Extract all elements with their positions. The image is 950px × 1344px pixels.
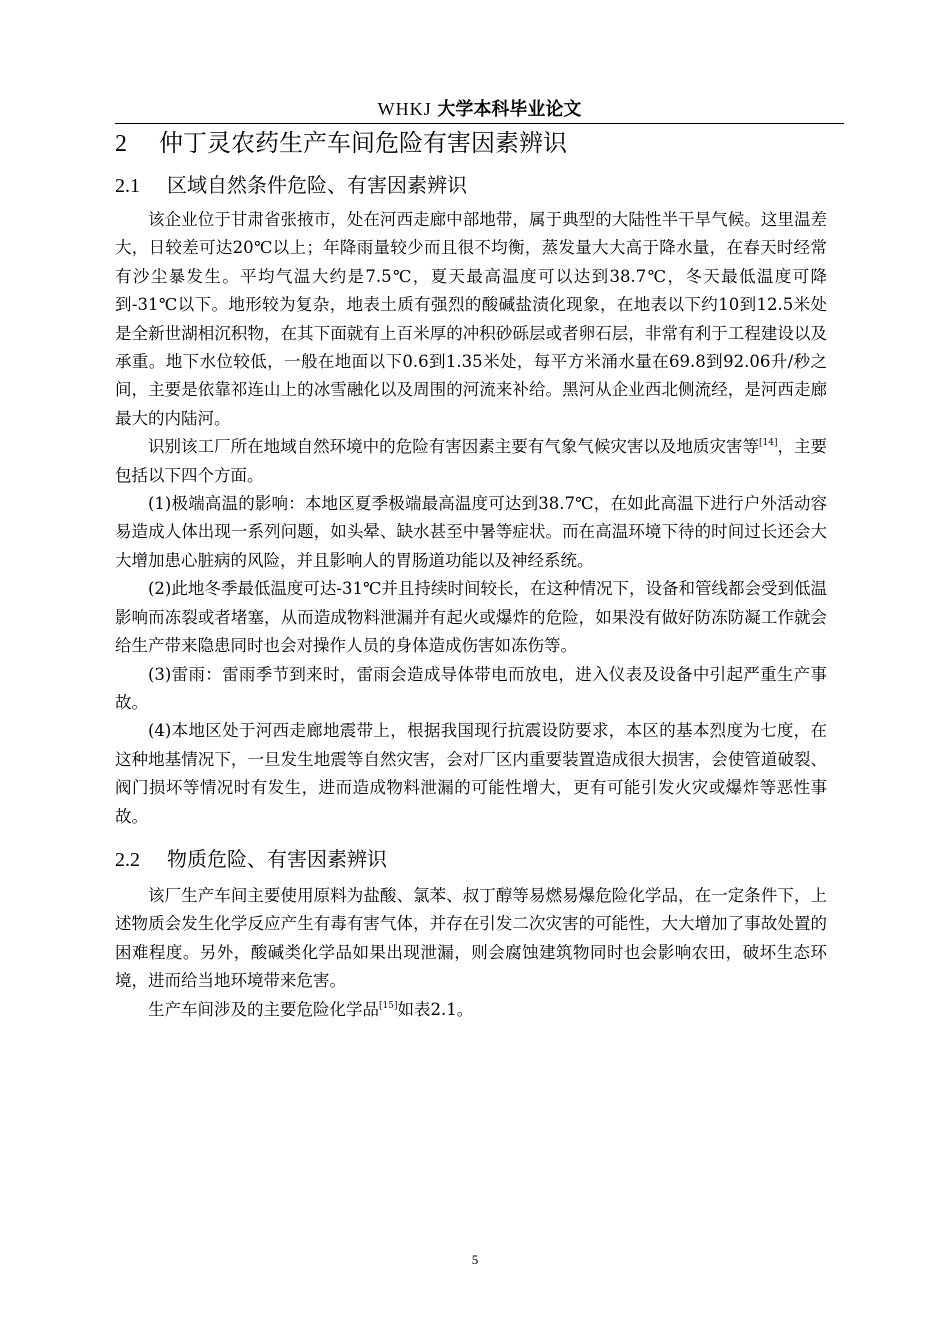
paragraph-text: 生产车间涉及的主要危险化学品 [148,999,379,1019]
paragraph-text: 如表2.1。 [397,999,474,1019]
paragraph-text: 识别该工厂所在地域自然环境中的危险有害因素主要有气象气候灾害以及地质灾害等 [148,437,759,457]
chapter-title: 仲丁灵农药生产车间危险有害因素辨识 [159,129,567,157]
paragraph [115,996,827,1024]
paragraph-text: ，主要包括以下四个方面。 [115,437,828,485]
section-number: 2.1 [115,175,140,197]
page-number: 5 [471,1252,479,1267]
page-content [115,126,827,1024]
section-title: 区域自然条件危险、有害因素辨识 [167,173,467,197]
paragraph: 该厂生产车间主要使用原料为盐酸、氯苯、叔丁醇等易燃易爆危险化学品，在一定条件下，上述物质会发生化学反应产生有毒有害气体，并存在引发二次灾害的可能性，大大增加了事故处置的困难程度。另外，酸碱类化学品如果出现泄漏，则会腐蚀建筑物同时也会影响农田，破坏生态环境，进而给当地环境带来危害。 [115,885,827,991]
paragraph: (1)极端高温的影响：本地区夏季极端最高温度可达到38.7℃，在如此高温下进行户外活动容易造成人体出现一系列问题，如头晕、缺水甚至中暑等症状。而在高温环境下待的时间过长还会大大增加患心脏病的风险，并且影响人的胃肠道功能以及神经系统。 [115,494,827,570]
section-title: 物质危险、有害因素辨识 [167,846,387,871]
paragraph: (2)此地冬季最低温度可达-31℃并且持续时间较长，在这种情况下，设备和管线都会受到低温影响而冻裂或者堵塞，从而造成物料泄漏并有起火或爆炸的危险，如果没有做好防冻防凝工作就会给生产带来隐患同时也会对操作人员的身体造成伤害如冻伤等。 [115,579,827,656]
citation-ref: [14] [758,438,778,449]
page-header [115,96,844,124]
paragraph: (3)雷雨：雷雨季节到来时，雷雨会造成导体带电而放电，进入仪表及设备中引起严重生产事故。 [115,664,827,712]
paragraph: 该企业位于甘肃省张掖市，处在河西走廊中部地带，属于典型的大陆性半干旱气候。这里温差大，日较差可达20℃以上；年降雨量较少而且很不均衡，蒸发量大大高于降水量，在春天时经常有沙尘暴发生。平均气温大约是7.5℃，夏天最高温度可以达到38.7℃，冬天最低温度可降到-31℃以下。地形较为复杂，地表土质有强烈的酸碱盐渍化现象，在地表以下约10到12.5米处是全新世湖相沉积物，在其下面就有上百米厚的冲积砂砾层或者卵石层，非常有利于工程建设以及承重。地下水位较低，一般在地面以下0.6到1.35米处，每平方米涌水量在69.8到92.06升/秒之间，主要是依靠祁连山上的冰雪融化以及周围的河流来补给。黑河从企业西北侧流经，是河西走廊最大的内陆河。 [115,210,827,428]
header-title: 大学本科毕业论文 [437,99,582,120]
citation-ref: [15] [379,1000,398,1011]
paragraph [115,433,827,490]
section-heading-2-2 [115,844,827,882]
section-number: 2.2 [115,848,140,871]
chapter-number: 2 [115,131,127,157]
chapter-heading [115,126,827,166]
header-brand: WHKJ [377,99,432,119]
paragraph: (4)本地区处于河西走廊地震带上，根据我国现行抗震设防要求，本区的基本烈度为七度，在这种地基情况下，一旦发生地震等自然灾害，会对厂区内重要装置造成很大损害，会使管道破裂、阀门损坏等情况时有发生，进而造成物料泄漏的可能性增大，更有可能引发火灾或爆炸等恶性事故。 [115,721,827,826]
section-heading-2-1 [115,170,827,206]
